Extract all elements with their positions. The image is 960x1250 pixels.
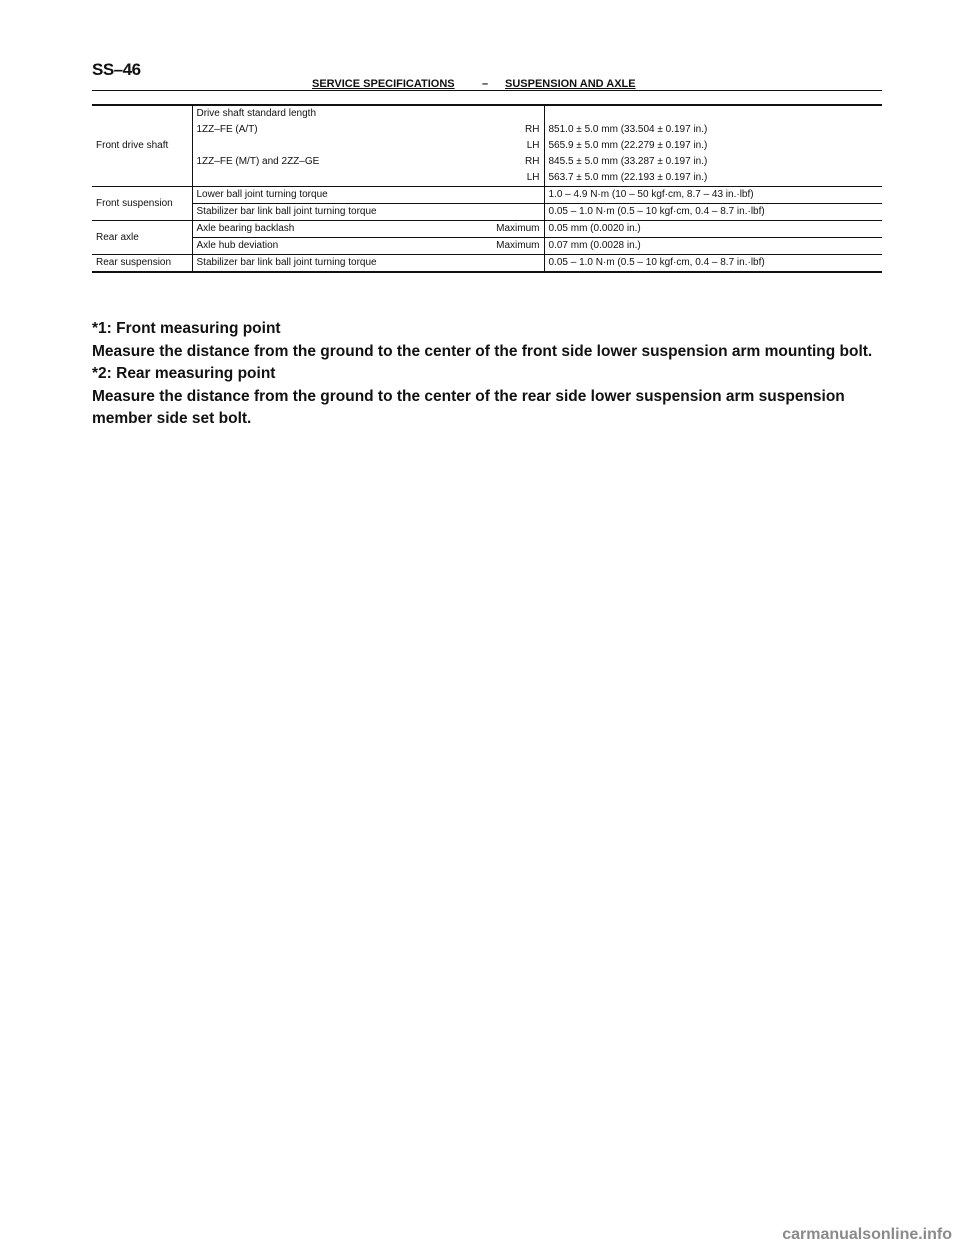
page-header <box>92 78 882 91</box>
table-row <box>92 170 882 187</box>
side-label: LH <box>526 172 540 183</box>
spec-value: 1.0 – 4.9 N·m (10 – 50 kgf·cm, 8.7 – 43 in.·lbf) <box>544 187 882 204</box>
spec-qualifier: Maximum <box>496 223 540 234</box>
engine-mt-label: 1ZZ–FE (M/T) and 2ZZ–GE <box>196 156 320 167</box>
spec-value: 565.9 ± 5.0 mm (22.279 ± 0.197 in.) <box>548 140 708 151</box>
drive-shaft-title: Drive shaft standard length <box>192 105 544 122</box>
spec-value: 0.07 mm (0.0028 in.) <box>544 238 882 255</box>
spec-value: 851.0 ± 5.0 mm (33.504 ± 0.197 in.) <box>548 124 708 135</box>
spec-value: 0.05 mm (0.0020 in.) <box>544 221 882 238</box>
category-rear-axle: Rear axle <box>92 221 192 255</box>
table-row <box>92 105 882 122</box>
section-title: SERVICE SPECIFICATIONS <box>312 78 455 90</box>
engine-at-label: 1ZZ–FE (A/T) <box>196 124 258 135</box>
spec-value: 0.05 – 1.0 N·m (0.5 – 10 kgf·cm, 0.4 – 8.7 in.·lbf) <box>544 204 882 221</box>
table-row <box>92 187 882 204</box>
category-front-drive-shaft: Front drive shaft <box>92 105 192 187</box>
category-rear-suspension: Rear suspension <box>92 255 192 273</box>
table-row <box>92 138 882 154</box>
spec-item: Stabilizer bar link ball joint turning torque <box>192 204 544 221</box>
table-row <box>92 122 882 138</box>
spec-qualifier: Maximum <box>496 240 540 251</box>
spec-value: 563.7 ± 5.0 mm (22.193 ± 0.197 in.) <box>548 172 708 183</box>
page-id: SS–46 <box>92 60 141 79</box>
spec-item: Stabilizer bar link ball joint turning torque <box>192 255 544 273</box>
spec-value: 845.5 ± 5.0 mm (33.287 ± 0.197 in.) <box>548 156 708 167</box>
side-label: RH <box>525 156 540 167</box>
table-row <box>92 221 882 238</box>
category-front-suspension: Front suspension <box>92 187 192 221</box>
watermark: carmanualsonline.info <box>782 1226 952 1243</box>
spec-value: 0.05 – 1.0 N·m (0.5 – 10 kgf·cm, 0.4 – 8.7 in.·lbf) <box>544 255 882 273</box>
side-label: RH <box>525 124 540 135</box>
table-row <box>92 204 882 221</box>
spec-item: Lower ball joint turning torque <box>192 187 544 204</box>
header-separator: – <box>482 78 489 90</box>
spec-item: Axle bearing backlash <box>196 223 295 234</box>
table-row <box>92 154 882 170</box>
note-1-title: *1: Front measuring point <box>92 320 281 337</box>
spec-table <box>92 104 882 273</box>
note-1-text: Measure the distance from the ground to the center of the front side lower suspension arm mounting bolt. <box>92 342 873 360</box>
spec-item: Axle hub deviation <box>196 240 279 251</box>
note-2-text: Measure the distance from the ground to the center of the rear side lower suspension arm suspension member side set bolt. <box>92 387 845 427</box>
table-row <box>92 255 882 273</box>
notes <box>92 318 892 431</box>
note-2-title: *2: Rear measuring point <box>92 365 276 382</box>
table-row <box>92 238 882 255</box>
side-label: LH <box>526 140 540 151</box>
subsection-title: SUSPENSION AND AXLE <box>505 78 636 90</box>
